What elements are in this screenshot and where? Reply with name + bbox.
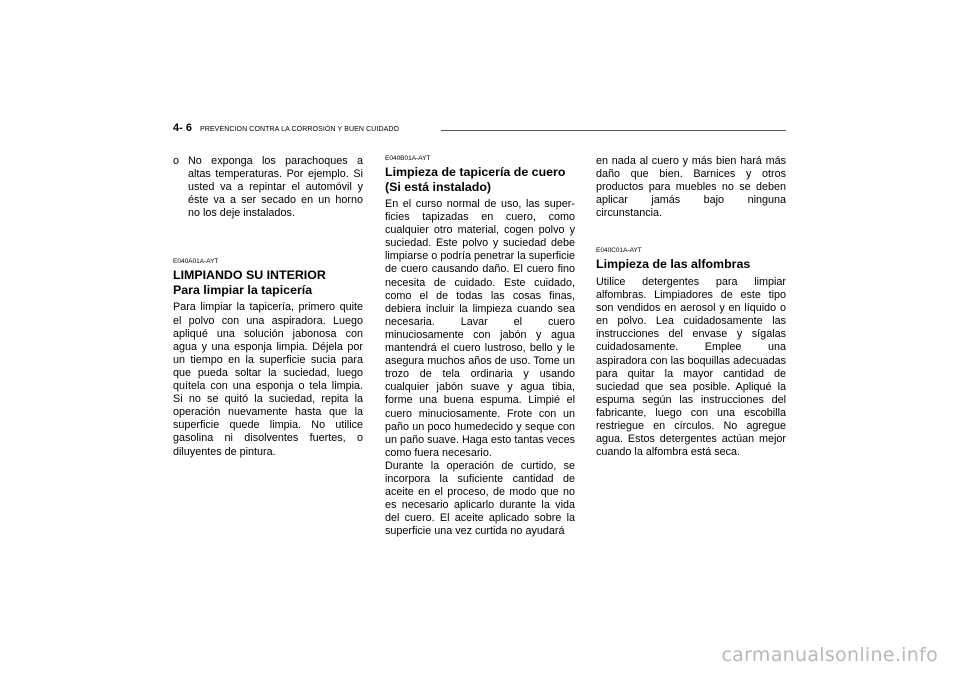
carpet-heading: Limpieza de las alfombras [596, 257, 751, 272]
page-number: 4- 6 [173, 122, 192, 134]
upholstery-cleaning-text: Para limpiar la tapicería, primero quite el polvo con una aspiradora. Luego apliqué una solución jabonosa con agua y una esponja limpia. Déjela por un tiempo en la superficie sucia para que pueda soltar la suciedad, luego quítela con una esponja o tela limpia. Si no se quitó la suciedad, repita la operación nuevamente hasta que la superficie quede limpia. No utilice gasolina ni disolventes fuertes, o diluyentes de pintura. [173, 301, 363, 458]
column-middle [385, 155, 575, 538]
section-code: E040A01A-AYT [173, 258, 219, 266]
carpet-cleaning-text: Utilice detergentes para limpiar alfombras. Limpiadores de este tipo son vendidos en aerosol y en líquido o en polvo. Lea cuidadosamente las instrucciones del envase y sígalas cuidadosamente. Emplee una aspiradora con las boquillas adecuadas para quitar la mayor cantidad de suciedad que sea posible. Apliqué la espuma según las instrucciones del fabricante, luego con una escobilla restriegue en círculos. No agregue agua. Estos detergentes actúan mejor cuando la alfombra está seca. [596, 275, 786, 459]
leather-paragraph-1: En el curso normal de uso, las super-ficies tapizadas en cuero, como cualquier otro material, cogen polvo y suciedad. Este polvo y suciedad debe limpiarse o podría penetrar la superficie de cuero causando daño. El cuero fino necesita de cuidado. Este cuidado, como el de todas las cosas finas, debiera incluir la limpieza cuando sea necesaria. Lavar el cuero minuciosamente con jabón y agua mantendrá el cuero lustroso, bello y le asegura muchos años de uso. Tome un trozo de tela ordinaria y usando cualquier jabón suave y agua tibia, forme una buena espuma. Limpié el cuero minuciosamente. Frote con un paño un poco humedecido y seque con un paño suave. Haga esto tantas veces como fuera necesario. [385, 198, 575, 459]
section-title: PREVENCION CONTRA LA CORROSIÓN Y BUEN CUIDADO [199, 126, 400, 133]
section-code: E040B01A-AYT [385, 155, 431, 162]
leather-heading: Limpieza de tapicería de cuero (Si está instalado) [385, 165, 566, 194]
bullet-text: No exponga los parachoques a altas temperaturas. Por ejemplo. Si usted va a repintar el automóvil y éste va a ser secado en un horno no los deje instalados. [188, 155, 363, 220]
section-code: E040C01A-AYT [596, 247, 642, 255]
column-right [596, 155, 786, 459]
leather-paragraph-2: Durante la operación de curtido, se incorpora la suficiente cantidad de aceite en el proceso, de modo que no es necesario aplicarlo durante la vida del cuero. El aceite aplicado sobre la superficie una vez curtida no ayudará [385, 459, 575, 538]
column-left [173, 155, 363, 459]
page-header [173, 122, 399, 134]
leather-continuation-text: en nada al cuero y más bien hará más daño que bien. Barnices y otros productos para muebles no se deben aplicar jamás bajo ninguna circunstancia. [596, 155, 786, 220]
watermark-text: carmanualsonline.info [721, 644, 938, 666]
bullet-marker: o [173, 155, 180, 167]
header-divider [441, 130, 786, 131]
section-heading: LIMPIANDO SU INTERIOR [173, 268, 326, 283]
subsection-heading: Para limpiar la tapicería [173, 282, 313, 297]
bumper-warning-item [173, 155, 363, 220]
